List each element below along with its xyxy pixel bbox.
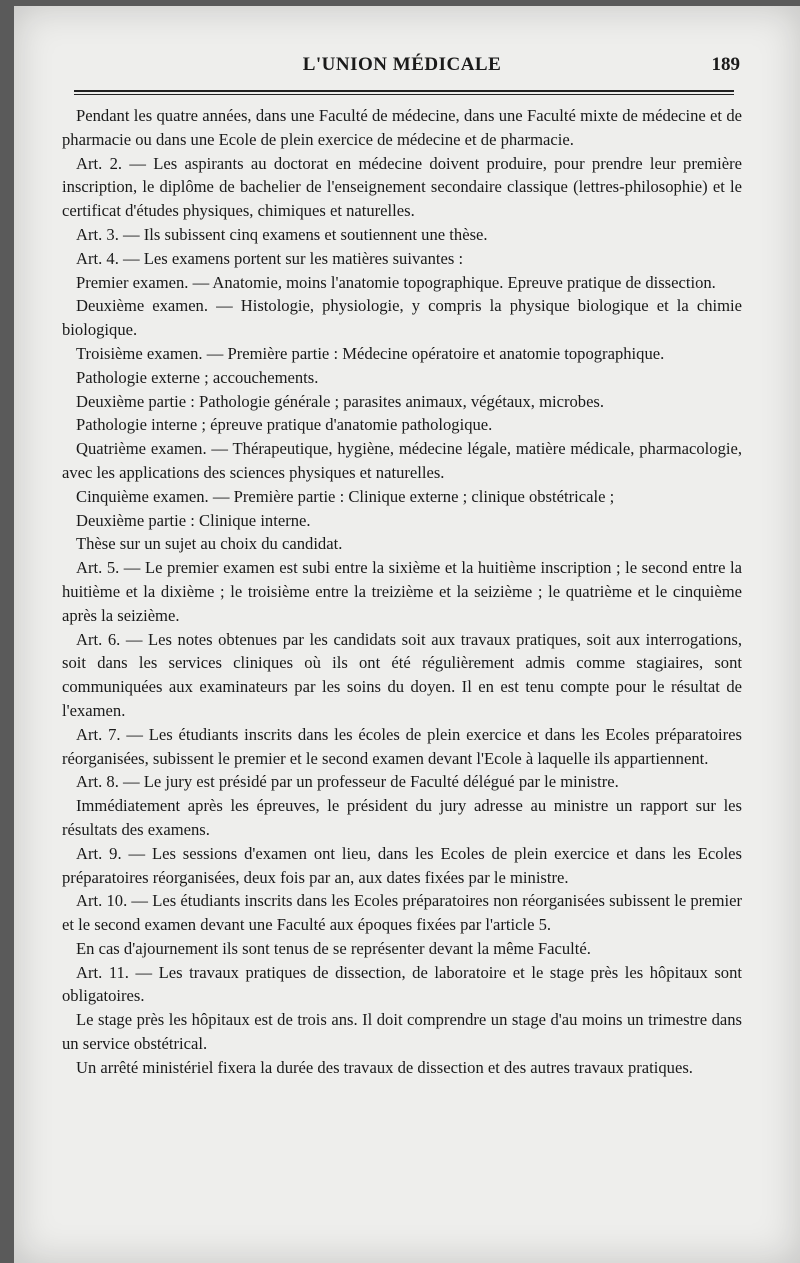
paragraph: Thèse sur un sujet au choix du candidat. — [76, 534, 343, 554]
paragraph: Un arrêté ministériel fixera la durée des travaux de dissection et des autres travaux pratiques. — [76, 1057, 693, 1077]
paragraph-art-2: Art. 2. — Les aspirants au doctorat en médecine doivent produire, pour prendre leur première inscription, le diplôme de bachelier de l'enseignement secondaire classique (lettres-philosophie) et le certificat d'études physiques, chimiques et naturelles. — [62, 153, 742, 221]
header-rule — [74, 90, 734, 95]
document-body — [62, 104, 742, 1080]
paragraph-premier-examen: Premier examen. — Anatomie, moins l'anatomie topographique. Epreuve pratique de dissection. — [76, 272, 716, 292]
paragraph-troisieme-examen: Troisième examen. — Première partie : Médecine opératoire et anatomie topographique. — [76, 343, 665, 363]
paragraph-art-10: Art. 10. — Les étudiants inscrits dans les Ecoles préparatoires non réorganisées subissent le premier et le second examen devant une Faculté aux époques fixées par l'article 5. — [62, 891, 742, 935]
paragraph-art-6: Art. 6. — Les notes obtenues par les candidats soit aux travaux pratiques, soit aux interrogations, soit dans les services cliniques où ils ont été régulièrement admis comme stagiaires, sont communiquées aux examinateurs par les soins du doyen. Il en est tenu compte pour le résultat de l'examen. — [62, 629, 742, 720]
paragraph: Deuxième partie : Clinique interne. — [76, 510, 311, 530]
page — [14, 6, 800, 1263]
paragraph: Pathologie interne ; épreuve pratique d'anatomie pathologique. — [76, 415, 493, 435]
paragraph: Pendant les quatre années, dans une Faculté de médecine, dans une Faculté mixte de médecine et de pharmacie ou dans une Ecole de plein exercice de médecine et de pharmacie. — [62, 106, 742, 149]
page-number: 189 — [711, 54, 740, 75]
paragraph: Pathologie externe ; accouchements. — [76, 367, 319, 387]
paragraph-quatrieme-examen: Quatrième examen. — Thérapeutique, hygiène, médecine légale, matière médicale, pharmacologie, avec les applications des sciences physiques et naturelles. — [62, 439, 742, 482]
paragraph-art-7: Art. 7. — Les étudiants inscrits dans les écoles de plein exercice et dans les Ecoles préparatoires réorganisées, subissent le premier et le second examen devant l'Ecole à laquelle ils appartiennent. — [62, 724, 742, 768]
paragraph-art-9: Art. 9. — Les sessions d'examen ont lieu, dans les Ecoles de plein exercice et dans les Ecoles préparatoires réorganisées, deux fois par an, aux dates fixées par le ministre. — [62, 843, 742, 887]
paragraph: Deuxième partie : Pathologie générale ; parasites animaux, végétaux, microbes. — [76, 391, 605, 411]
paragraph-art-4: Art. 4. — Les examens portent sur les matières suivantes : — [76, 248, 464, 268]
paragraph-art-8: Art. 8. — Le jury est présidé par un professeur de Faculté délégué par le ministre. — [76, 772, 619, 792]
paragraph: Le stage près les hôpitaux est de trois ans. Il doit comprendre un stage d'au moins un trimestre dans un service obstétrical. — [62, 1010, 742, 1054]
running-title: L'UNION MÉDICALE — [302, 54, 502, 75]
paragraph-art-11: Art. 11. — Les travaux pratiques de dissection, de laboratoire et le stage près les hôpitaux sont obligatoires. — [62, 962, 742, 1006]
page-header — [64, 54, 740, 84]
paragraph: Immédiatement après les épreuves, le président du jury adresse au ministre un rapport sur les résultats des examens. — [62, 796, 742, 839]
paragraph-deuxieme-examen: Deuxième examen. — Histologie, physiologie, y compris la physique biologique et la chimie biologique. — [62, 296, 742, 340]
paragraph: En cas d'ajournement ils sont tenus de se représenter devant la même Faculté. — [76, 938, 591, 958]
paragraph-cinquieme-examen: Cinquième examen. — Première partie : Clinique externe ; clinique obstétricale ; — [76, 486, 615, 506]
paragraph-art-5: Art. 5. — Le premier examen est subi entre la sixième et la huitième inscription ; le second entre la huitième et la dixième ; le troisième entre la treizième et la seizième ; le quatrième et le cinquième après la seizième. — [62, 558, 742, 625]
paragraph-art-3: Art. 3. — Ils subissent cinq examens et soutiennent une thèse. — [76, 224, 488, 244]
